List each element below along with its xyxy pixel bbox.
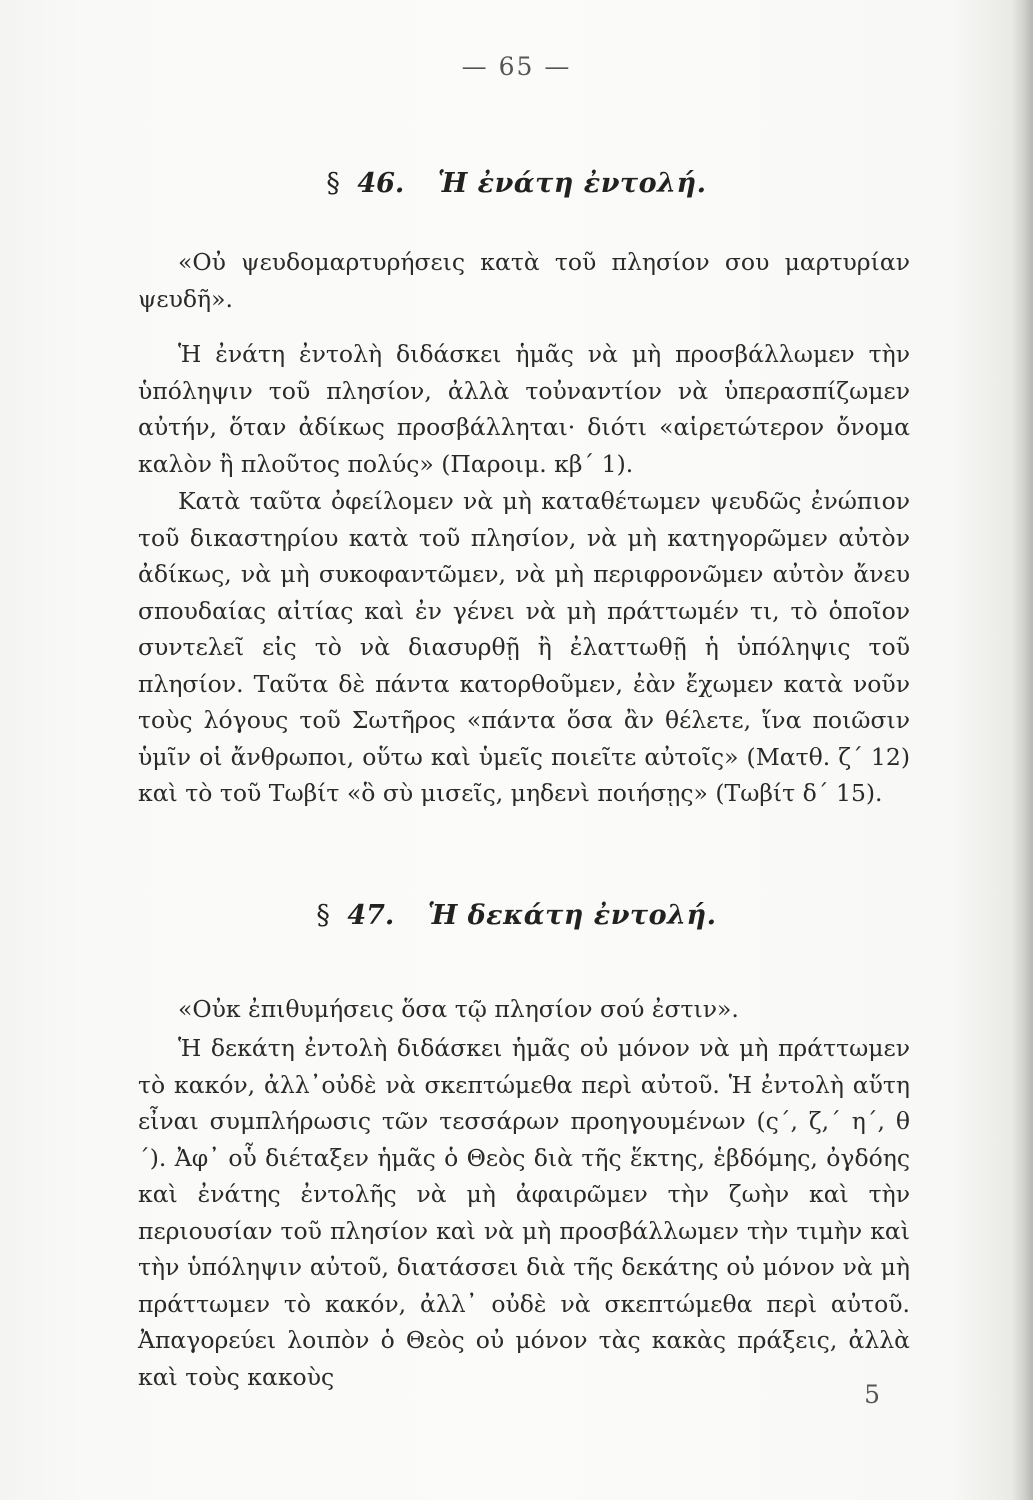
paragraph-ninth-application: Κατὰ ταῦτα ὀφείλομεν νὰ μὴ καταθέτωμεν ψευδῶς ἐνώπιον τοῦ δικαστηρίου κατὰ τοῦ πλησίον, νὰ μὴ κατηγορῶμεν αὐτὸν ἀδίκως, νὰ μὴ συκοφαντῶμεν, νὰ μὴ περιφρονῶμεν αὐτὸν ἄνευ σπουδαίας αἰτίας καὶ ἐν γένει νὰ μὴ πράττωμέν τι, τὸ ὁποῖον συντελεῖ εἰς τὸ νὰ διασυρθῇ ἢ ἐλαττωθῇ ἡ ὑπόληψις τοῦ πλησίον. Ταῦτα δὲ πάντα κατορθοῦμεν, ἐὰν ἔχωμεν κατὰ νοῦν τοὺς λόγους τοῦ Σωτῆρος «πάντα ὅσα ἂν θέλετε, ἵνα ποιῶσιν ὑμῖν οἱ ἄνθρωποι, οὕτω καὶ ὑμεῖς ποιεῖτε αὐτοῖς» (Ματθ. ζ´ 12) καὶ τὸ τοῦ Τωβίτ «ὃ σὺ μισεῖς, μηδενὶ ποιήσῃς» (Τωβίτ δ´ 15). (138, 487, 910, 807)
section-mark: § (316, 900, 330, 931)
section-46-heading (0, 168, 1033, 199)
paragraph-ninth-explanation: Ἡ ἐνάτη ἐντολὴ διδάσκει ἡμᾶς νὰ μὴ προσβάλλωμεν τὴν ὑπόληψιν τοῦ πλησίον, ἀλλὰ τοὐναντίον νὰ ὑπερασπίζωμεν αὐτήν, ὅταν ἀδίκως προσβάλληται· διότι «αἱρετώτερον ὄνομα καλὸν ἢ πλοῦτος πολύς» (Παροιμ. κβ´ 1). (138, 340, 910, 478)
paragraph-tenth-explanation: Ἡ δεκάτη ἐντολὴ διδάσκει ἡμᾶς οὐ μόνον νὰ μὴ πράττωμεν τὸ κακόν, ἀλλ᾽οὐδὲ νὰ σκεπτώμεθα περὶ αὐτοῦ. Ἡ ἐντολὴ αὕτη εἶναι συμπλήρωσις τῶν τεσσάρων προηγουμένων (ς´, ζ,´ η´, θ´). Ἀφ᾽ οὗ διέταξεν ἡμᾶς ὁ Θεὸς διὰ τῆς ἕκτης, ἑβδόμης, ὀγδόης καὶ ἐνάτης ἐντολῆς νὰ μὴ ἀφαιρῶμεν τὴν ζωὴν καὶ τὴν περιουσίαν τοῦ πλησίον καὶ νὰ μὴ προσβάλλωμεν τὴν τιμὴν καὶ τὴν ὑπόληψιν αὐτοῦ, διατάσσει διὰ τῆς δεκάτης οὐ μόνον νὰ μὴ πράττωμεν τὸ κακόν, ἀλλ᾽ οὐδὲ νὰ σκεπτώμεθα περὶ αὐτοῦ. Ἀπαγορεύει λοιπὸν ὁ Θεὸς οὐ μόνον τὰς κακὰς πράξεις, ἀλλὰ καὶ τοὺς κακοὺς (138, 1034, 910, 1391)
section-number: 46. (357, 168, 405, 199)
page-number-top: — 65 — (461, 52, 572, 81)
commandment-quote-ninth: «Οὐ ψευδομαρτυρήσεις κατὰ τοῦ πλησίον σου μαρτυρίαν ψευδῆ». (138, 248, 910, 313)
section-mark: § (326, 168, 340, 199)
page-edge-shadow (1011, 0, 1033, 1500)
commandment-quote-tenth: «Οὐκ ἐπιθυμήσεις ὅσα τῷ πλησίον σού ἐστιν». (178, 995, 739, 1023)
section-number: 47. (347, 900, 395, 931)
section-47-heading (0, 900, 1033, 931)
section-title: Ἡ δεκάτη ἐντολή. (427, 900, 717, 931)
signature-number-bottom: 5 (864, 1380, 880, 1409)
section-title: Ἡ ἐνάτη ἐντολή. (437, 168, 707, 199)
